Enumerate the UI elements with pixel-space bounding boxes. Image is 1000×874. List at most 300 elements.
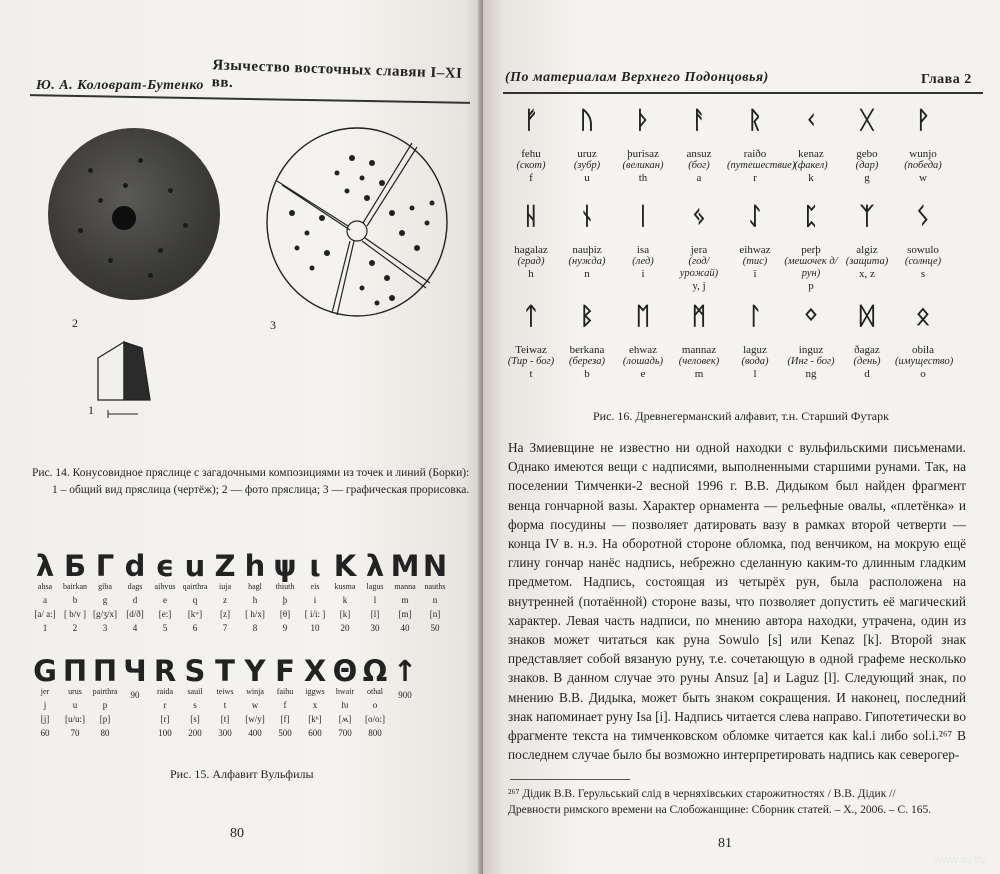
rune-sound: w — [919, 172, 927, 184]
fig16-caption: Рис. 16. Древнегерманский алфавит, т.н. Старший Футарк — [593, 409, 889, 423]
spindle-whorl-drawing — [262, 123, 452, 321]
rune-sound: a — [696, 172, 702, 184]
wulfila-latin: q — [192, 595, 198, 605]
cross-section-drawing — [94, 338, 158, 420]
wulfila-ipa: [f] — [280, 714, 290, 724]
fig14-caption-line2: 1 – общий вид пряслица (чертёж); 2 — фото пряслица; 3 — графическая прорисовка. — [52, 484, 470, 496]
rune-meaning: (вода) — [741, 356, 769, 367]
dot — [88, 168, 93, 173]
wulfila-name: bairkan — [63, 582, 87, 591]
rune-sound: n — [584, 268, 590, 280]
wulfila-glyph: Θ — [332, 654, 358, 688]
wulfila-ipa: [θ] — [279, 609, 291, 619]
wulfila-letter — [180, 655, 210, 739]
wulfila-glyph: Y — [244, 654, 266, 688]
futhark-rune — [615, 302, 671, 381]
rune-meaning: (скот) — [516, 160, 546, 171]
dot — [158, 248, 163, 253]
rune-sound: i — [641, 268, 645, 280]
futhark-rune — [559, 202, 615, 293]
wulfila-latin: r — [163, 700, 167, 710]
wulfila-ipa: [kʰ] — [308, 714, 322, 724]
wulfila-row-1 — [30, 550, 450, 634]
wulfila-letter — [240, 655, 270, 739]
rune-name: isa — [636, 244, 650, 256]
rune-sound: u — [584, 172, 590, 184]
rune-glyph: ᚷ — [859, 106, 875, 134]
rune-meaning: (день) — [853, 356, 881, 367]
wulfila-letter — [150, 655, 180, 739]
rune-sound: d — [864, 368, 870, 380]
wulfila-letter — [180, 550, 210, 634]
wulfila-latin: j — [43, 700, 47, 710]
rune-sound: h — [528, 268, 534, 280]
wulfila-glyph: h — [244, 549, 266, 583]
wulfila-num: 900 — [398, 690, 412, 700]
futhark-rune — [895, 106, 951, 185]
body-paragraph: На Змиевщине не известно ни одной находки с вульфильскими письменами. Однако имеются вещи с надписями, выполненными старшими рунами. Так, на поселении Тимченки-2 весной 1996 г. В.В. Дидыком был найден фрагмент венца гончарной вазы. Характер орнамента — рельефные овалы, «плетёнка» и форма посудины — позволяет датировать вазу в рамках второй четверти — конца IV в. н.э. На оборотной стороне обломка, под венчиком, на мокрую ещё глину гончар нанёс надпись, небрежно сделанную каким-то длинным гладким предметом. Надпись, состоящая из четырёх рун, была расположена на внутренней (потаённой) стороне вазы, что позволяет допустить её магический характер. Левая часть надписи, по мнению автора находки, утрачена, один из знаков может читаться как руна Sowulo [s] или Kenaz [k]. Второй знак представляет собой вязаную руну, т.е. сочетающую в одной графеме несколько знаков. В данном случае это руны Ansuz [a] и Laguz [l]. Следующий знак, по мнению В.В. Дидыка, может быть знаком сокращения. И наконец, последний знак напоминает руну Isa [i]. Надпись читается слева направо. Гипотетически во фрагменте текста на тимченковском обломке читается как kal.i либо sol.i.²⁶⁷ В последнем случае было бы возможно интерпретировать надпись как северогер- — [508, 440, 966, 763]
wulfila-letter — [210, 550, 240, 634]
wulfila-latin: n — [432, 595, 438, 605]
rune-meaning: (мешочек д/рун) — [784, 256, 838, 279]
wulfila-num: 60 — [40, 728, 50, 738]
wulfila-name: pairthra — [92, 687, 118, 696]
wulfila-glyph: Γ — [95, 549, 115, 583]
wulfila-latin: w — [251, 700, 259, 710]
futhark-rune — [895, 302, 954, 381]
futhark-rune — [559, 106, 615, 185]
wulfila-glyph: F — [275, 654, 295, 688]
wulfila-num: 3 — [102, 623, 108, 633]
rune-name: mannaz — [681, 344, 717, 356]
rune-name: Teiwaz — [515, 344, 547, 356]
wulfila-name: iuja — [219, 582, 231, 591]
wulfila-latin: i — [313, 595, 317, 605]
fig14-caption-line1: Рис. 14. Конусовидное пряслице с загадочными композициями из точек и линий (Борки): — [32, 467, 470, 479]
wulfila-name: jer — [40, 687, 50, 696]
rune-meaning: (Инг - бог) — [787, 356, 835, 367]
rune-glyph: ᛞ — [859, 302, 875, 330]
rune-glyph: ᚢ — [579, 106, 595, 134]
wulfila-name: othal — [367, 687, 383, 696]
rune-sound: th — [638, 172, 648, 184]
rune-name: uruz — [577, 148, 597, 160]
wulfila-glyph: X — [303, 654, 327, 688]
rune-glyph: ᚲ — [803, 106, 819, 134]
rune-meaning: (факел) — [794, 160, 828, 171]
wulfila-name: aihvus — [154, 582, 176, 591]
wulfila-num: 70 — [70, 728, 80, 738]
rune-name: berkana — [569, 344, 605, 356]
wulfila-ipa: [a/ a:] — [34, 609, 56, 619]
wulfila-num: 20 — [340, 623, 350, 633]
wulfila-num: 4 — [132, 623, 138, 633]
rune-meaning: (Тир - бог) — [507, 356, 555, 367]
wulfila-glyph: ι — [309, 549, 321, 583]
dot — [98, 198, 103, 203]
wulfila-num: 50 — [430, 623, 440, 633]
wulfila-num: 5 — [162, 623, 168, 633]
wulfila-num: 600 — [308, 728, 322, 738]
wulfila-ipa: [t] — [220, 714, 230, 724]
dot — [168, 188, 173, 193]
wulfila-letter — [90, 655, 120, 739]
futhark-rune — [727, 302, 783, 381]
wulfila-letter — [60, 655, 90, 739]
wulfila-glyph: Ω — [362, 654, 388, 688]
wulfila-name: hagl — [248, 582, 262, 591]
wulfila-name: dags — [127, 582, 143, 591]
rune-meaning: (лед) — [632, 256, 654, 267]
wulfila-letter — [300, 550, 330, 634]
dot — [138, 158, 143, 163]
rune-name: sowulo — [907, 244, 939, 256]
wulfila-letter — [120, 655, 150, 739]
rune-glyph: ᛁ — [635, 202, 651, 230]
wulfila-letter — [270, 655, 300, 739]
footnote-line-2: Древности римского времени на Слобожанщине: Сборник статей. – Х., 2006. – С. 165. — [508, 804, 932, 816]
footnote-line-1: ²⁶⁷ Дідик В.В. Герульський слід в черняхівських старожитностях / В.В. Дідик // — [508, 788, 896, 800]
rune-glyph: ᛉ — [859, 202, 875, 230]
watermark: www.ay.by — [934, 854, 986, 866]
wulfila-num: 400 — [248, 728, 262, 738]
wulfila-num: 1 — [42, 623, 48, 633]
wulfila-glyph: λ — [35, 549, 55, 583]
wulfila-latin: z — [223, 595, 227, 605]
wulfila-ipa: [o/o:] — [365, 714, 385, 724]
wulfila-num: 500 — [278, 728, 292, 738]
wulfila-letter — [390, 550, 420, 634]
rune-name: ðagaz — [854, 344, 880, 356]
futhark-rune — [503, 202, 559, 293]
wulfila-latin: k — [342, 595, 348, 605]
wulfila-glyph: Б — [63, 549, 87, 583]
wulfila-row-2 — [30, 655, 420, 739]
futhark-rune — [783, 202, 839, 293]
wulfila-latin: þ — [282, 595, 288, 605]
rune-glyph: ᚦ — [635, 106, 651, 134]
rune-sound: y, j — [692, 280, 706, 292]
rune-glyph: ᚺ — [523, 202, 539, 230]
dot — [78, 228, 83, 233]
wulfila-glyph: S — [184, 654, 206, 688]
rune-glyph: ᛖ — [635, 302, 651, 330]
wulfila-num: 100 — [158, 728, 172, 738]
wulfila-letter — [90, 550, 120, 634]
left-page — [0, 0, 483, 874]
wulfila-num: 90 — [130, 690, 140, 700]
wulfila-num: 200 — [188, 728, 202, 738]
rune-sound: ng — [805, 368, 817, 380]
futhark-rune — [839, 106, 895, 185]
futhark-rune — [839, 202, 895, 293]
rune-glyph: ᛏ — [523, 302, 539, 330]
rune-name: obila — [912, 344, 934, 356]
rune-name: perþ — [801, 244, 821, 256]
rune-sound: p — [808, 280, 814, 292]
dot — [123, 183, 128, 188]
rune-glyph: ᛃ — [691, 202, 707, 230]
wulfila-letter — [30, 655, 60, 739]
rune-glyph: ᚹ — [915, 106, 931, 134]
wulfila-latin: t — [223, 700, 227, 710]
rune-glyph: ᛈ — [803, 202, 819, 230]
wulfila-name: iggws — [305, 687, 325, 696]
futhark-row-1 — [503, 106, 951, 185]
page-number-right: 81 — [718, 836, 732, 851]
futhark-row-2 — [503, 202, 951, 293]
rune-name: jera — [690, 244, 708, 256]
wulfila-name: raida — [157, 687, 173, 696]
futhark-rune — [503, 302, 559, 381]
rune-glyph: ᚨ — [691, 106, 707, 134]
page-number-left: 80 — [230, 826, 244, 841]
wulfila-latin: h — [252, 595, 258, 605]
rune-glyph: ᚱ — [747, 106, 763, 134]
rune-name: þurisaz — [627, 148, 659, 160]
wulfila-glyph: ↑ — [392, 654, 418, 688]
wulfila-ipa: [s] — [190, 714, 200, 724]
wulfila-latin: a — [43, 595, 47, 605]
rune-glyph: ᛊ — [915, 202, 931, 230]
futhark-rune — [671, 202, 727, 293]
rune-meaning: (зубр) — [573, 160, 601, 171]
wulfila-glyph: Z — [214, 549, 236, 583]
wulfila-letter — [150, 550, 180, 634]
rune-glyph: ᛟ — [915, 302, 931, 330]
footnote — [508, 786, 968, 818]
wulfila-glyph: λ — [365, 549, 385, 583]
rune-meaning: (путешествие) — [727, 160, 796, 171]
dot — [148, 273, 153, 278]
wulfila-latin: x — [312, 700, 318, 710]
wulfila-letter — [270, 550, 300, 634]
rune-glyph: ᛗ — [691, 302, 707, 330]
wulfila-ipa: [n] — [429, 609, 441, 619]
figure-label-1: 1 — [88, 403, 94, 417]
rune-meaning: (тис) — [742, 256, 768, 267]
wulfila-latin: s — [193, 700, 197, 710]
wulfila-latin: g — [102, 595, 108, 605]
rune-meaning: (бог) — [688, 160, 710, 171]
wulfila-num: 6 — [192, 623, 198, 633]
wulfila-letter — [240, 550, 270, 634]
rune-name: nauþiz — [572, 244, 602, 256]
wulfila-letter — [420, 550, 450, 634]
wulfila-latin: o — [372, 700, 378, 710]
rune-glyph: ᚠ — [523, 106, 539, 134]
dot — [108, 258, 113, 263]
futhark-rune — [559, 302, 615, 381]
wulfila-ipa: [u/u:] — [65, 714, 85, 724]
wulfila-letter — [360, 550, 390, 634]
wulfila-name: winja — [246, 687, 264, 696]
wulfila-num: 800 — [368, 728, 382, 738]
wulfila-num: 700 — [338, 728, 352, 738]
rune-sound: r — [753, 172, 757, 184]
wulfila-glyph: Π — [92, 654, 118, 688]
wulfila-name: manna — [394, 582, 416, 591]
wulfila-letter — [60, 550, 90, 634]
futhark-rune — [615, 106, 671, 185]
wulfila-name: ahsa — [37, 582, 53, 591]
wulfila-latin: p — [102, 700, 108, 710]
wulfila-latin: d — [132, 595, 138, 605]
rune-glyph: ᛚ — [747, 302, 763, 330]
wulfila-ipa: [e:] — [158, 609, 172, 619]
wulfila-letter — [390, 655, 420, 739]
rune-glyph: ᛜ — [803, 302, 819, 330]
wulfila-num: 80 — [100, 728, 110, 738]
running-head-chapter: Глава 2 — [921, 72, 972, 87]
wulfila-ipa: [d/ð] — [126, 609, 144, 619]
header-rule-right — [503, 92, 983, 94]
futhark-rune — [671, 106, 727, 185]
rune-sound: t — [529, 368, 533, 380]
wulfila-ipa: [j] — [40, 714, 50, 724]
futhark-row-3 — [503, 302, 954, 381]
wulfila-num: 9 — [282, 623, 288, 633]
futhark-rune — [895, 202, 951, 293]
rune-sound: m — [694, 368, 704, 380]
wulfila-ipa: [k] — [339, 609, 351, 619]
wulfila-ipa: [m] — [398, 609, 412, 619]
rune-glyph: ᛒ — [579, 302, 595, 330]
wulfila-num: 2 — [72, 623, 78, 633]
wulfila-name: faihu — [276, 687, 294, 696]
wulfila-ipa: [ h/x] — [245, 609, 265, 619]
rune-meaning: (лошадь) — [622, 356, 664, 367]
futhark-rune — [727, 106, 796, 185]
wulfila-letter — [300, 655, 330, 739]
rune-glyph: ᛇ — [747, 202, 763, 230]
wulfila-name: nauths — [424, 582, 446, 591]
wulfila-ipa: [g/ʒ/x] — [93, 609, 117, 619]
wulfila-letter — [120, 550, 150, 634]
wulfila-letter — [360, 655, 390, 739]
wulfila-name: lagus — [366, 582, 384, 591]
wulfila-ipa: [l] — [370, 609, 380, 619]
running-head-title: Язычество восточных славян I–XI вв. — [211, 57, 463, 92]
wulfila-name: hwair — [335, 687, 355, 696]
rune-meaning: (береза) — [568, 356, 606, 367]
rune-meaning: (год/урожай) — [679, 256, 719, 279]
wulfila-latin: ƕ — [341, 700, 349, 710]
rune-meaning: (имущество) — [895, 356, 954, 367]
wulfila-glyph: Ν — [422, 549, 448, 583]
rune-sound: b — [584, 368, 590, 380]
rune-name: ansuz — [686, 148, 712, 160]
wulfila-num: 10 — [310, 623, 320, 633]
wulfila-ipa: [kʷ] — [187, 609, 203, 619]
wulfila-glyph: ϵ — [155, 549, 175, 583]
rune-name: eihwaz — [739, 244, 771, 256]
rune-sound: o — [920, 368, 926, 380]
futhark-rune — [615, 202, 671, 293]
wulfila-latin: m — [401, 595, 409, 605]
futhark-rune — [783, 106, 839, 185]
fig15-caption: Рис. 15. Алфавит Вульфилы — [170, 767, 314, 781]
wulfila-ipa: [ b/v ] — [64, 609, 86, 619]
rune-meaning: (нужда) — [568, 256, 606, 267]
futhark-rune — [839, 302, 895, 381]
wulfila-glyph: G — [33, 654, 57, 688]
wulfila-glyph: Τ — [215, 654, 235, 688]
futhark-rune — [671, 302, 727, 381]
wulfila-num: 7 — [222, 623, 228, 633]
rune-sound: s — [920, 268, 926, 280]
wulfila-name: urus — [68, 687, 82, 696]
futhark-rune — [503, 106, 559, 185]
rune-sound: l — [753, 368, 757, 380]
rune-meaning: (дар) — [855, 160, 879, 171]
wulfila-num: 40 — [400, 623, 410, 633]
wulfila-ipa: [w/y] — [245, 714, 265, 724]
wulfila-letter — [210, 655, 240, 739]
rune-name: fehu — [521, 148, 541, 160]
wulfila-latin: e — [163, 595, 167, 605]
wulfila-glyph: R — [153, 654, 177, 688]
wulfila-latin: u — [72, 700, 78, 710]
rune-meaning: (защита) — [845, 256, 889, 267]
rune-sound: g — [864, 172, 870, 184]
wulfila-glyph: Ч — [123, 654, 147, 688]
wulfila-glyph: d — [124, 549, 146, 583]
rune-sound: e — [640, 368, 646, 380]
wulfila-glyph: u — [184, 549, 206, 583]
dot — [183, 223, 188, 228]
rune-name: ehwaz — [628, 344, 658, 356]
wulfila-latin: f — [283, 700, 287, 710]
wulfila-ipa: [z] — [220, 609, 230, 619]
rune-sound: f — [529, 172, 533, 184]
rune-meaning: (град) — [517, 256, 545, 267]
figure-label-3: 3 — [270, 318, 276, 332]
rune-sound: ï — [753, 268, 757, 280]
wulfila-num: 30 — [370, 623, 380, 633]
wulfila-letter — [330, 655, 360, 739]
wulfila-num: 8 — [252, 623, 258, 633]
wulfila-glyph: ψ — [273, 549, 297, 583]
wulfila-glyph: Π — [62, 654, 88, 688]
wulfila-ipa: [ i/i: ] — [304, 609, 326, 619]
spindle-whorl-photo — [48, 128, 220, 300]
wulfila-ipa: [ʍ] — [338, 714, 352, 724]
wulfila-latin: b — [72, 595, 78, 605]
wulfila-name: eis — [310, 582, 320, 591]
rune-glyph: ᚾ — [579, 202, 595, 230]
running-head-title-right: (По материалам Верхнего Подонцовья) — [505, 70, 769, 85]
rune-name: raiðo — [743, 148, 767, 160]
wulfila-glyph: Μ — [390, 549, 420, 583]
wulfila-ipa: [r] — [160, 714, 170, 724]
wulfila-num: 300 — [218, 728, 232, 738]
rune-name: gebo — [856, 148, 878, 160]
rune-meaning: (человек) — [678, 356, 720, 367]
rune-name: laguz — [743, 344, 767, 356]
futhark-rune — [783, 302, 839, 381]
wulfila-letter — [330, 550, 360, 634]
rune-sound: x, z — [859, 268, 875, 280]
wulfila-glyph: Κ — [333, 549, 357, 583]
rune-sound: k — [808, 172, 814, 184]
rune-meaning: (великан) — [622, 160, 664, 171]
wulfila-name: sauil — [187, 687, 203, 696]
rune-meaning: (победа) — [904, 160, 942, 171]
wulfila-name: kusma — [334, 582, 356, 591]
wulfila-letter — [30, 550, 60, 634]
wulfila-name: thiuth — [275, 582, 295, 591]
